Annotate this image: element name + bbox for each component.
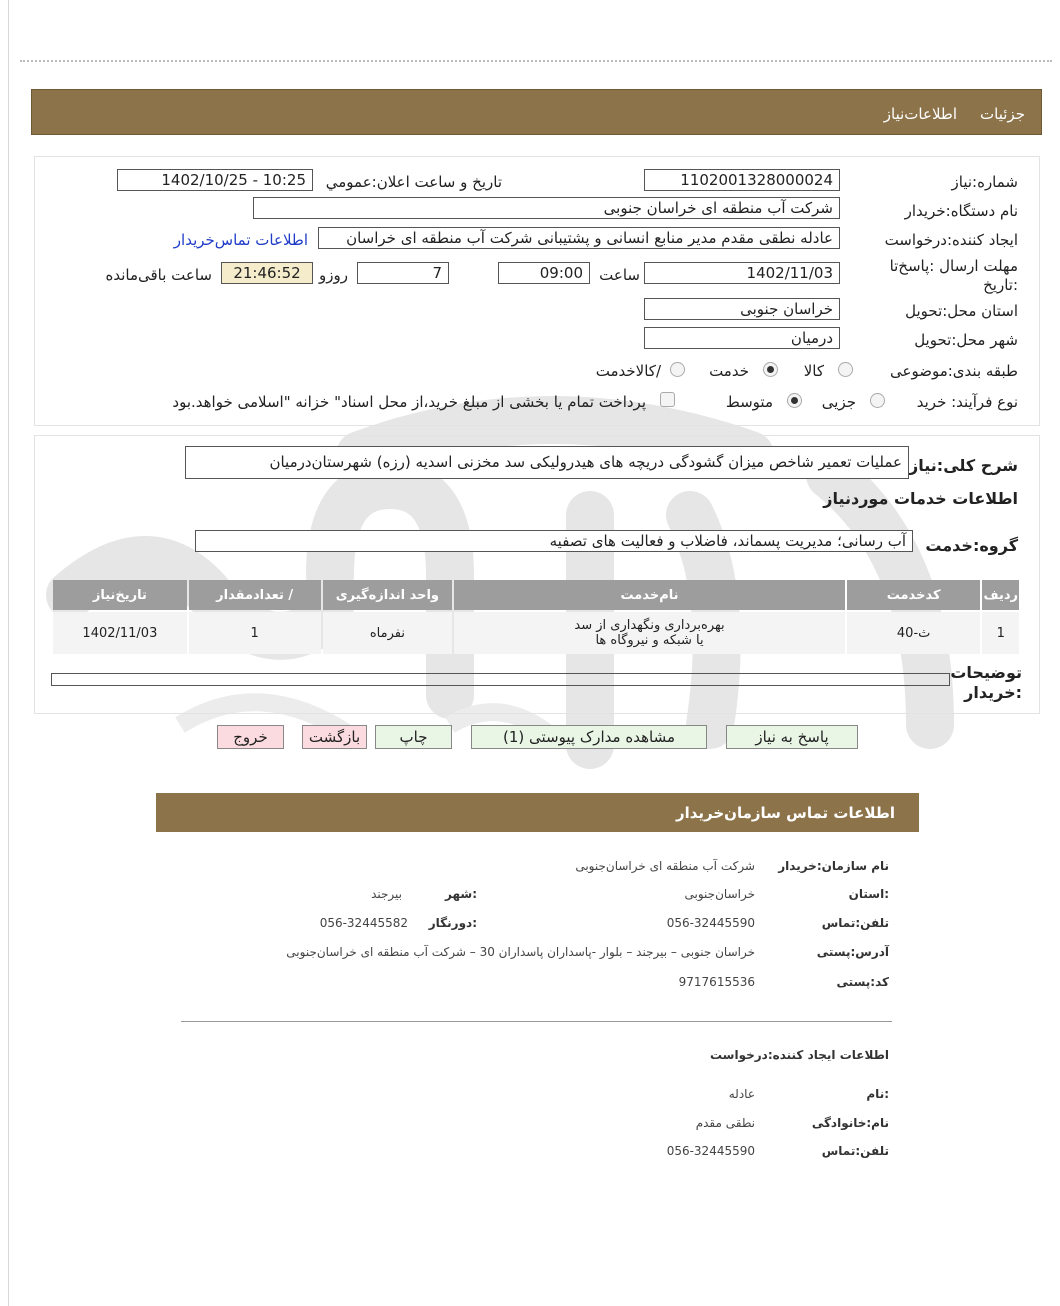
city-label: شهر محل:تحویل <box>914 331 1018 349</box>
details-header-bar <box>31 89 1042 135</box>
city-info-value: بیرجند <box>371 887 402 901</box>
buyer-notes-field <box>51 673 950 686</box>
fax-value: 056-32445582 <box>319 916 408 930</box>
deadline-time-field: 09:00 <box>498 262 590 284</box>
address-label: آدرس:پستی <box>816 945 889 959</box>
category-radio-goods[interactable] <box>838 362 853 377</box>
announce-datetime-field: 1402/10/25 - 10:25 <box>117 169 313 191</box>
creator-label: ایجاد کننده:درخواست <box>884 231 1018 249</box>
buyer-notes-label-2: :خریدار <box>964 683 1022 702</box>
cell-name-line-1: بهره‌برداری ونگهداری از سد <box>574 618 725 633</box>
postal-code-label: کد:پستی <box>836 975 889 989</box>
cell-need-date: 1402/11/03 <box>53 612 187 654</box>
back-button[interactable]: بازگشت <box>302 725 367 749</box>
province-info-value: خراسان‌جنوبی <box>684 887 755 901</box>
category-option-service: خدمت <box>709 362 749 380</box>
buyer-notes-label: توضیحات <box>950 663 1022 682</box>
postal-code-value: 9717615536 <box>678 975 755 989</box>
remaining-time-field: 21:46:52 <box>221 262 313 284</box>
general-description-label: شرح کلی:نیاز <box>909 456 1018 475</box>
print-button[interactable]: چاپ <box>375 725 452 749</box>
treasury-payment-checkbox[interactable] <box>660 392 675 407</box>
category-radio-goods-service[interactable] <box>670 362 685 377</box>
need-number-field: 1102001328000024 <box>644 169 840 191</box>
general-description-field: عملیات تعمیر شاخص میزان گشودگی دریچه های هیدرولیکی سد مخزنی اسدیه (رزه) شهرستان‌درمیان <box>185 446 909 479</box>
col-header-need-date: تاریخ‌نیاز <box>53 580 187 610</box>
buyer-org-field: شرکت آب منطقه ای خراسان جنوبی <box>253 197 840 219</box>
view-attachments-button[interactable]: مشاهده مدارک پیوستی (1) <box>471 725 707 749</box>
tab-details[interactable]: جزئیات <box>980 105 1025 123</box>
family-name-label: نام:خانوادگی <box>811 1116 889 1130</box>
deadline-time-label: ساعت <box>599 266 640 284</box>
service-group-label: گروه:خدمت <box>925 536 1018 555</box>
first-name-value: عادله <box>728 1087 755 1101</box>
category-radio-service[interactable] <box>763 362 778 377</box>
creator-info-title: اطلاعات ایجاد کننده:درخواست <box>709 1048 889 1062</box>
process-option-medium: متوسط <box>725 393 773 411</box>
province-label: استان محل:تحویل <box>905 302 1018 320</box>
address-value: خراسان جنوبی – بیرجند – بلوار -پاسداران پاسداران 30 – شرکت آب منطقه ای خراسان‌جنوبی <box>286 945 755 959</box>
province-info-label: :استان <box>848 887 889 901</box>
services-table <box>51 578 1021 656</box>
exit-button[interactable]: خروج <box>217 725 284 749</box>
category-option-goods: کالا <box>803 362 824 380</box>
fax-label: :دورنگار <box>428 916 477 930</box>
dotted-divider <box>20 60 1052 62</box>
contact-info-header <box>156 793 919 832</box>
cell-unit: نفرماه <box>323 612 453 654</box>
org-name-label: نام سازمان:خریدار <box>778 859 889 873</box>
buyer-org-label: نام دستگاه:خریدار <box>904 202 1018 220</box>
services-info-title: اطلاعات خدمات موردنیاز <box>823 489 1018 508</box>
col-header-code: کدخدمت <box>847 580 981 610</box>
process-radio-medium[interactable] <box>787 393 802 408</box>
first-name-label: :نام <box>866 1087 889 1101</box>
process-label: نوع فرآیند: خرید <box>916 393 1018 411</box>
deadline-label: مهلت ارسال :پاسخ‌تا <box>889 257 1018 275</box>
days-field: 7 <box>357 262 449 284</box>
table-row <box>53 612 1019 654</box>
deadline-label-date: :تاریخ <box>983 276 1018 294</box>
col-header-unit: واحد اندازه‌گیری <box>323 580 453 610</box>
process-radio-minor[interactable] <box>870 393 885 408</box>
city-info-label: :شهر <box>445 887 477 901</box>
deadline-date-field: 1402/11/03 <box>644 262 840 284</box>
cell-code: ث-40 <box>847 612 981 654</box>
left-border <box>8 0 9 1306</box>
col-header-quantity: / تعدادمقدار <box>189 580 321 610</box>
tab-need-info[interactable]: اطلاعات‌نیاز <box>883 105 957 123</box>
need-number-label: شماره:نیاز <box>951 173 1018 191</box>
treasury-payment-label: پرداخت تمام یا بخشی از مبلغ خرید،از محل اسناد" خزانه "اسلامی خواهد.بود <box>172 393 646 411</box>
family-name-value: نطقی مقدم <box>695 1116 755 1130</box>
province-field: خراسان جنوبی <box>644 298 840 320</box>
days-label: روزو <box>319 266 348 284</box>
phone-value: 056-32445590 <box>666 916 755 930</box>
buyer-contact-link[interactable]: اطلاعات تماس‌خریدار <box>173 231 308 249</box>
phone-label: تلفن:تماس <box>821 916 889 930</box>
cell-name-line-2: یا شبکه و نیروگاه ها <box>595 633 704 648</box>
contact-info-title: اطلاعات تماس سازمان‌خریدار <box>675 804 895 822</box>
remaining-time-label: ساعت باقی‌مانده <box>105 266 212 284</box>
reply-to-need-button[interactable]: پاسخ به نیاز <box>726 725 858 749</box>
creator-phone-value: 056-32445590 <box>666 1144 755 1158</box>
category-label: طبقه بندی:موضوعی <box>890 362 1018 380</box>
process-option-minor: جزیی <box>821 393 856 411</box>
creator-phone-label: تلفن:تماس <box>821 1144 889 1158</box>
col-header-name: نام‌خدمت <box>454 580 845 610</box>
creator-field: عادله نطقی مقدم مدیر منابع انسانی و پشتیبانی شرکت آب منطقه ای خراسان <box>318 227 840 249</box>
cell-name <box>454 612 845 654</box>
service-group-field: آب رسانی؛ مدیریت پسماند، فاضلاب و فعالیت های تصفیه <box>195 530 913 552</box>
announce-label: تاریخ و ساعت اعلان:عمومي <box>325 173 502 191</box>
city-field: درمیان <box>644 327 840 349</box>
cell-row: 1 <box>982 612 1019 654</box>
org-name-value: شرکت آب منطقه ای خراسان‌جنوبی <box>575 859 755 873</box>
category-option-goods-service: /کالاخدمت <box>595 362 661 380</box>
cell-quantity: 1 <box>189 612 321 654</box>
col-header-row: ردیف <box>982 580 1019 610</box>
contact-divider <box>181 1021 892 1022</box>
